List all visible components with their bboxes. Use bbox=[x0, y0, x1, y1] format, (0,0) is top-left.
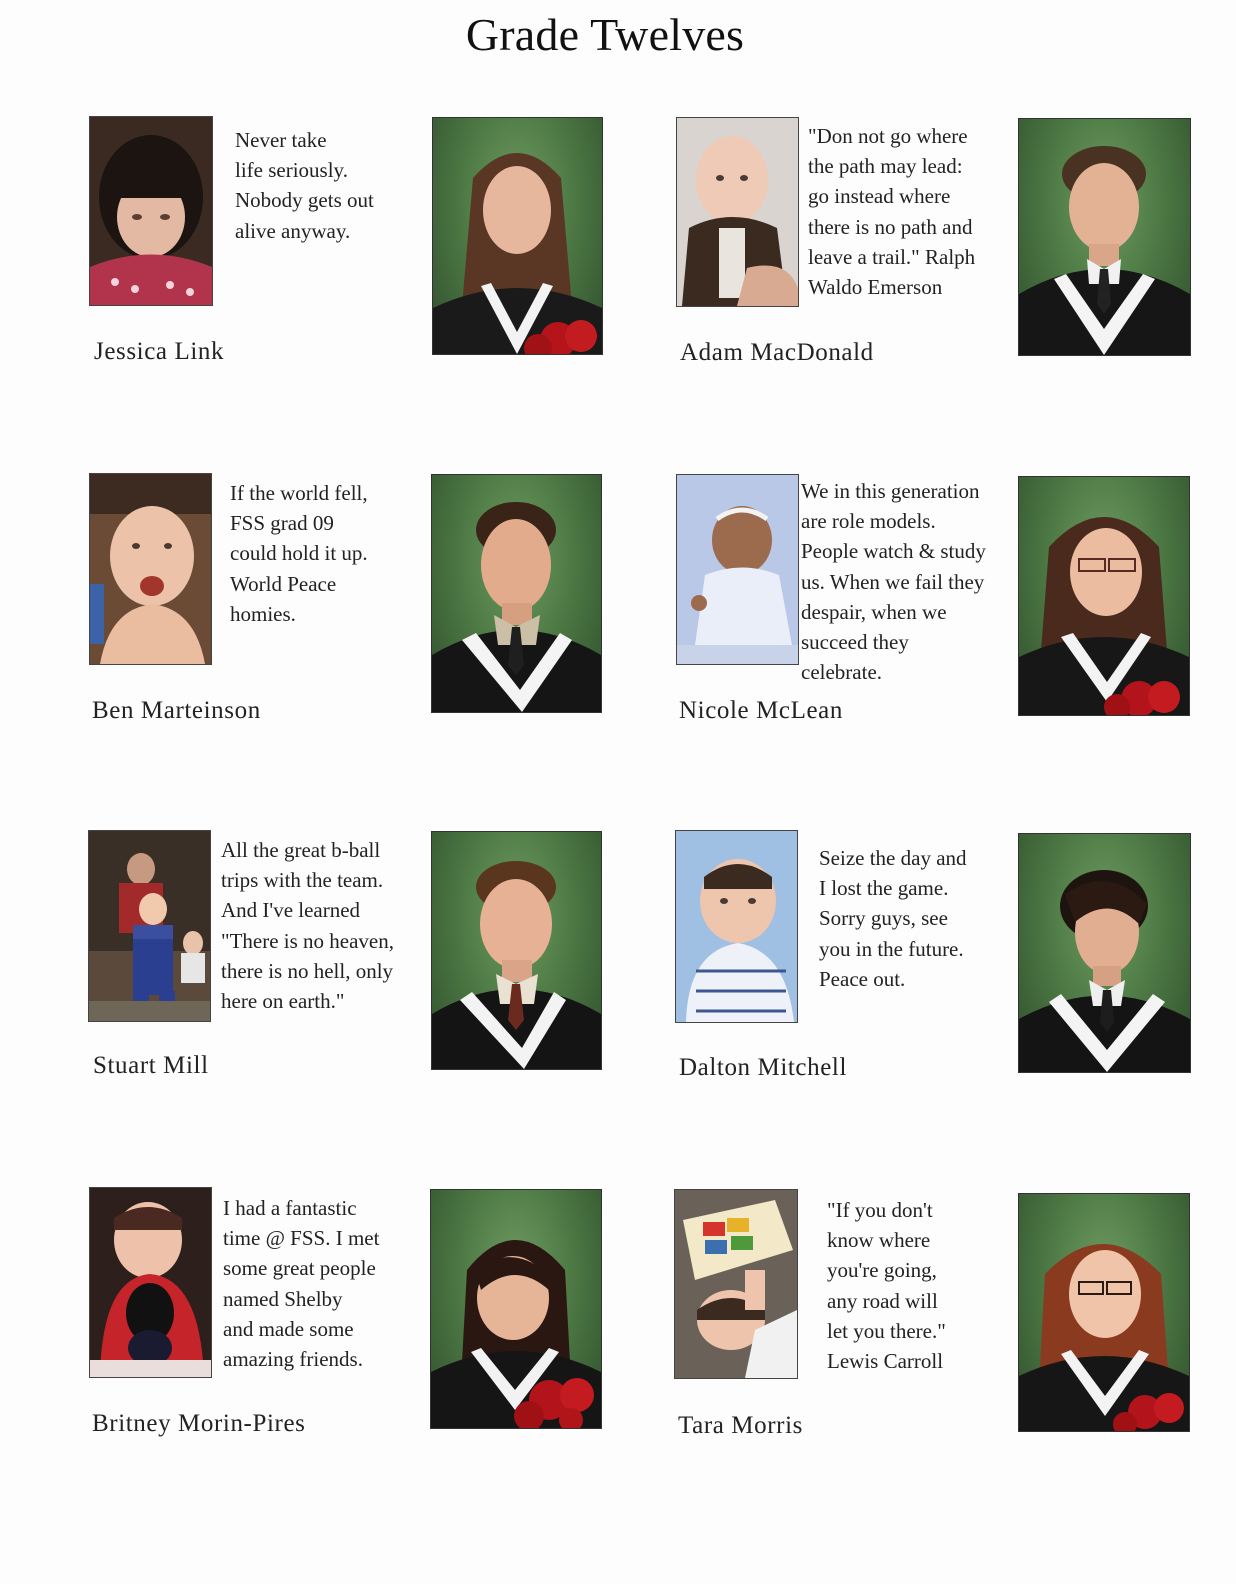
grad-portrait bbox=[431, 831, 602, 1070]
student-quote: If the world fell, FSS grad 09 could hold it up. World Peace homies. bbox=[230, 481, 368, 626]
student-quote: "Don not go where the path may lead: go instead where there is no path and leave a trail." Ralph Waldo Emerson bbox=[808, 124, 976, 300]
student-quote: We in this generation are role models. People watch & study us. When we fail they despair, when we succeed they celebrate. bbox=[801, 479, 986, 685]
student-name: Tara Morris bbox=[678, 1412, 803, 1439]
grad-portrait bbox=[1018, 118, 1191, 356]
student-quote: Never take life seriously. Nobody gets out alive anyway. bbox=[235, 128, 374, 243]
student-name: Stuart Mill bbox=[93, 1052, 209, 1079]
student-quote: All the great b-ball trips with the team. And I've learned "There is no heaven, there is no hell, only here on earth." bbox=[221, 838, 395, 1014]
grad-portrait bbox=[432, 117, 603, 355]
baby-photo bbox=[89, 116, 213, 306]
student-name: Jessica Link bbox=[94, 338, 225, 365]
page-title: Grade Twelves bbox=[465, 9, 745, 60]
grad-portrait bbox=[431, 474, 602, 713]
baby-photo bbox=[676, 117, 799, 307]
grad-portrait bbox=[430, 1189, 602, 1429]
baby-photo bbox=[674, 1189, 798, 1379]
student-quote: Seize the day and I lost the game. Sorry guys, see you in the future. Peace out. bbox=[819, 846, 967, 991]
student-name: Ben Marteinson bbox=[92, 697, 261, 724]
student-name: Nicole McLean bbox=[679, 697, 843, 724]
student-name: Britney Morin-Pires bbox=[92, 1410, 306, 1437]
baby-photo bbox=[675, 830, 798, 1023]
baby-photo bbox=[88, 830, 211, 1022]
student-quote: I had a fantastic time @ FSS. I met some great people named Shelby and made some amazing friends. bbox=[223, 1196, 380, 1372]
student-name: Adam MacDonald bbox=[680, 339, 874, 366]
student-quote: "If you don't know where you're going, any road will let you there." Lewis Carroll bbox=[827, 1198, 946, 1374]
grad-portrait bbox=[1018, 833, 1191, 1073]
baby-photo bbox=[89, 473, 212, 665]
baby-photo bbox=[676, 474, 799, 665]
baby-photo bbox=[89, 1187, 212, 1378]
student-name: Dalton Mitchell bbox=[679, 1054, 847, 1081]
grad-portrait bbox=[1018, 1193, 1190, 1432]
grad-portrait bbox=[1018, 476, 1190, 716]
